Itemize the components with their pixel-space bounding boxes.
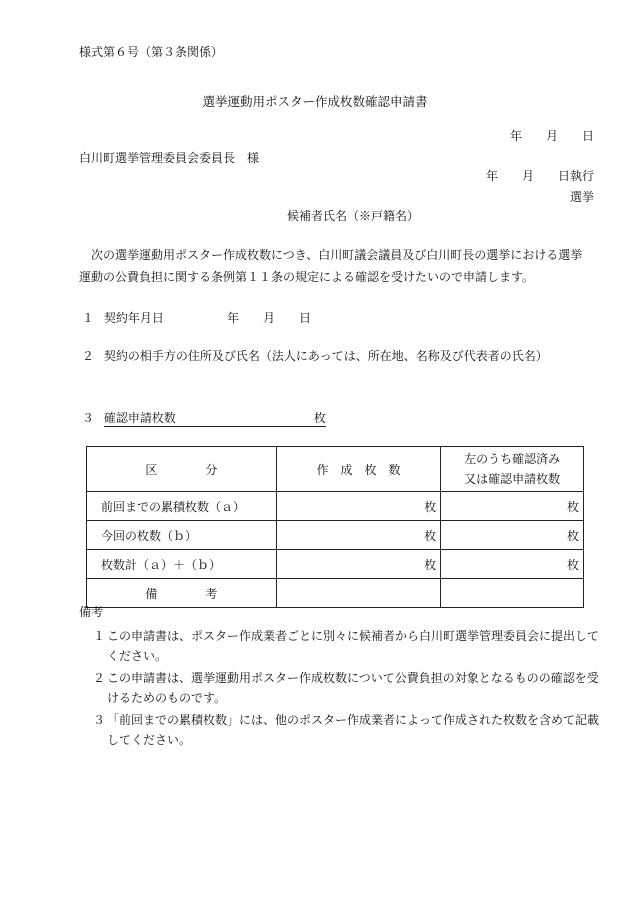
row-production-unit: 枚 xyxy=(276,550,441,579)
note-text: この申請書は、選挙運動用ポスター作成枚数について公費負担の対象となるものの確認を受けるためのものです。 xyxy=(107,671,599,705)
item-3-field xyxy=(104,410,326,427)
candidate-name-label: 候補者氏名（※戸籍名） xyxy=(287,209,420,223)
row-label: 今回の枚数（ｂ） xyxy=(87,521,277,550)
row-label: 前回までの累積枚数（ａ） xyxy=(87,492,277,521)
item-2 xyxy=(82,348,548,364)
item-3-label: 確認申請枚数 xyxy=(103,411,176,425)
item-2-number: ２ xyxy=(82,349,95,363)
row-confirmed-unit: 枚 xyxy=(441,550,584,579)
item-3-number: ３ xyxy=(82,411,95,425)
row-production-unit: 枚 xyxy=(276,492,441,521)
row-confirmed-unit: 枚 xyxy=(441,492,584,521)
note-text: 「前回までの累積枚数」には、他のポスター作成業者によって作成された枚数を含めて記載してください。 xyxy=(107,713,600,747)
table-row xyxy=(87,492,584,521)
row-confirmed-unit: 枚 xyxy=(441,521,584,550)
item-2-label: 契約の相手方の住所及び氏名（法人にあっては、所在地、名称及び代表者の氏名） xyxy=(103,349,548,363)
remarks-label: 備 考 xyxy=(87,579,277,608)
note-item xyxy=(79,626,599,666)
table-row xyxy=(87,521,584,550)
note-number: ３ xyxy=(93,713,106,727)
notes-section xyxy=(79,604,599,752)
note-item xyxy=(79,710,599,750)
header-confirmed-line2: 又は確認申請枚数 xyxy=(464,472,561,486)
note-number: ２ xyxy=(93,671,106,685)
row-production-unit: 枚 xyxy=(276,521,441,550)
item-1 xyxy=(82,310,164,326)
election-date: 年 月 日執行 xyxy=(485,169,594,183)
row-label: 枚数計（ａ）＋（ｂ） xyxy=(87,550,277,579)
header-confirmed xyxy=(441,447,584,492)
item-3-unit: 枚 xyxy=(313,411,326,425)
contract-date: 年 月 日 xyxy=(227,311,312,325)
header-category: 区 分 xyxy=(87,447,277,492)
note-text: この申請書は、ポスター作成業者ごとに別々に候補者から白川町選挙管理委員会に提出してください。 xyxy=(107,629,600,663)
notes-heading: 備考 xyxy=(79,605,104,619)
header-confirmed-line1: 左のうち確認済み xyxy=(464,452,561,466)
header-production: 作 成 枚 数 xyxy=(276,447,441,492)
election-label: 選挙 xyxy=(569,190,594,204)
submission-date: 年 月 日 xyxy=(509,129,594,143)
item-3 xyxy=(82,410,326,427)
table-row xyxy=(87,550,584,579)
body-text: 次の選挙運動用ポスター作成枚数につき、白川町議会議員及び白川町長の選挙における選挙運動の公費負担に関する条例第１１条の規定による確認を受けたいので申請します。 xyxy=(79,248,583,284)
form-number: 様式第６号（第３条関係） xyxy=(79,45,224,59)
item-1-number: １ xyxy=(82,311,95,325)
page-title: 選挙運動用ポスター作成枚数確認申請書 xyxy=(202,94,428,109)
note-item xyxy=(79,668,599,708)
addressee: 白川町選挙管理委員会委員長 様 xyxy=(79,151,260,165)
confirmation-table xyxy=(86,446,584,608)
note-number: １ xyxy=(93,629,106,643)
item-1-label: 契約年月日 xyxy=(103,311,164,325)
table-header-row xyxy=(87,447,584,492)
